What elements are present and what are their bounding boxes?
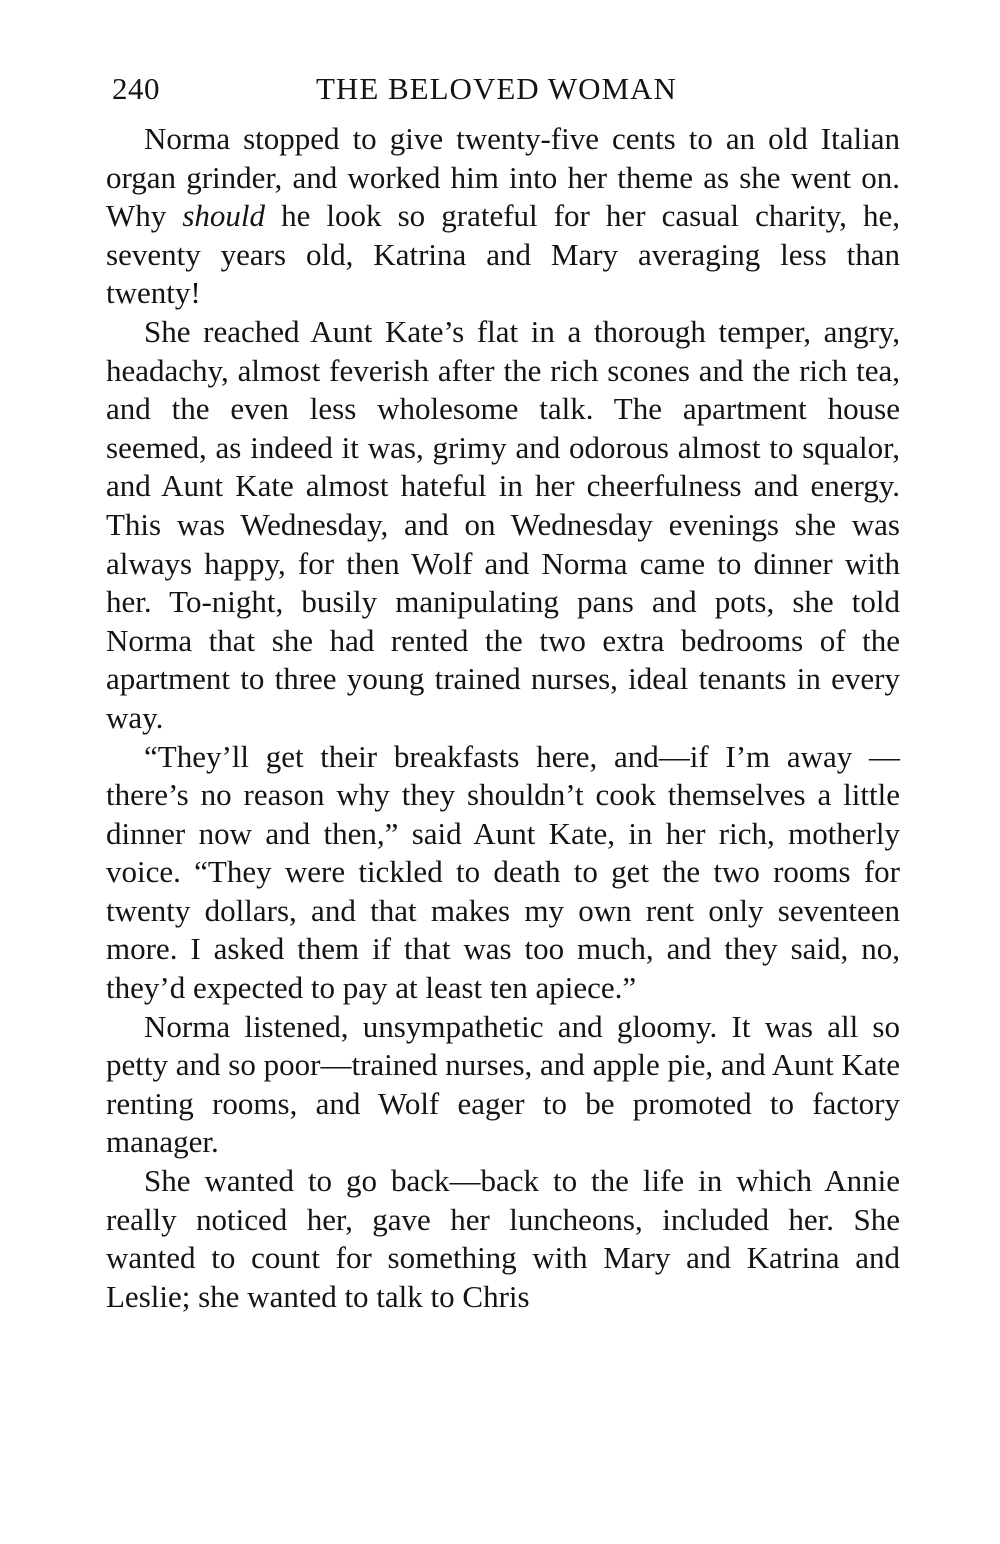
paragraph-4: Norma listened, unsympathetic and gloomy. It was all so petty and so poor—trained nurses, and apple pie, and Aunt Kate renting rooms, and Wolf eager to be promoted to factory manager. xyxy=(106,1008,900,1160)
paragraph-5: She wanted to go back—back to the life in which Annie really noticed her, gave her luncheons, included her. She wanted to count for something with Mary and Katrina and Leslie; she wanted to talk to Chris xyxy=(106,1163,900,1314)
body-text xyxy=(106,120,900,1316)
running-title: THE BELOVED WOMAN xyxy=(316,71,677,106)
paragraph-1-text-after: he look so grateful for her casual charity, he, seventy years old, Katrina and Mary averaging less than twenty! xyxy=(106,198,901,311)
paragraph-3: “They’ll get their breakfasts here, and—if I’m away —there’s no reason why they shouldn’t cook themselves a little dinner now and then,” said Aunt Kate, in her rich, motherly voice. “They were tickled to death to get the two rooms for twenty dollars, and that makes my own rent only seventeen more. I asked them if that was too much, and they said, no, they’d expected to pay at least ten apiece.” xyxy=(106,738,900,1006)
paragraph-1 xyxy=(106,120,900,313)
paragraph-1-text-before: Norma stopped to give twenty-five cents to an old Italian organ grinder, and worked him into her theme as she went on. Why xyxy=(106,121,900,234)
page-number: 240 xyxy=(112,71,160,106)
paragraph-2: She reached Aunt Kate’s flat in a thorough temper, angry, headachy, almost feverish after the rich scones and the rich tea, and the even less wholesome talk. The apartment house seemed, as indeed it was, grimy and odorous almost to squalor, and Aunt Kate almost hateful in her cheerfulness and energy. This was Wednesday, and on Wednesday evenings she was always happy, for then Wolf and Norma came to dinner with her. To-night, busily manipulating pans and pots, she told Norma that she had rented the two extra bedrooms of the apartment to three young trained nurses, ideal tenants in every way. xyxy=(106,313,900,735)
paragraph-1-emphasis: should xyxy=(182,198,266,234)
running-head xyxy=(104,66,900,112)
